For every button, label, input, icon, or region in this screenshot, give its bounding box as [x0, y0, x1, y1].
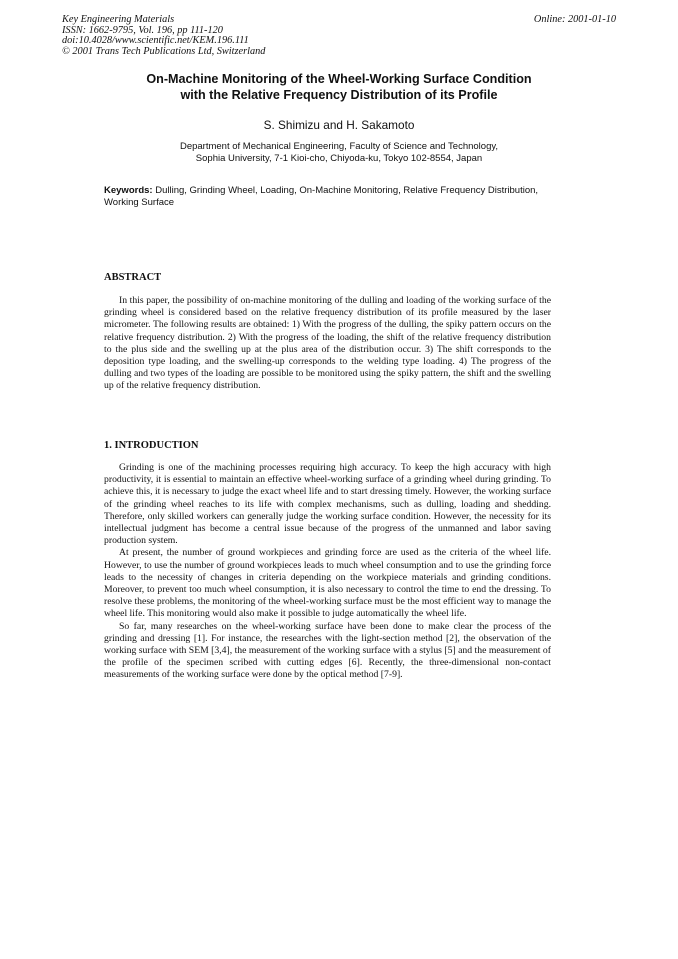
abstract-body: [104, 295, 551, 393]
journal-info: [62, 15, 265, 57]
journal-issn: ISSN: 1662-9795, Vol. 196, pp 111-120: [62, 24, 223, 36]
online-date: Online: 2001-01-10: [533, 14, 616, 25]
journal-doi: doi:10.4028/www.scientific.net/KEM.196.111: [62, 35, 249, 47]
journal-name: Key Engineering Materials: [62, 14, 175, 25]
keywords-list: Dulling, Grinding Wheel, Loading, On-Machine Monitoring, Relative Frequency Distribution, Working Surface: [104, 185, 539, 208]
introduction-heading: 1. INTRODUCTION: [104, 440, 199, 451]
paper-authors: S. Shimizu and H. Sakamoto: [263, 118, 415, 132]
author-affiliation: [62, 141, 616, 165]
paper-title-line-1: On-Machine Monitoring of the Wheel-Working Surface Condition: [146, 72, 532, 86]
introduction-paragraph-2: At present, the number of ground workpieces and grinding force are used as the criteria of the wheel life. However, to use the number of ground workpieces leads to much wheel consumption and to use the grinding force leads to the necessity of changes in criteria depending on the workpiece materials and grinding conditions. Moreover, to prevent too much wheel consumption, it is also necessary to control the time to end the dressing. To resolve these problems, the monitoring of the wheel-working surface must be the most efficient way to manage the wheel life. This monitoring would also make it possible to judge automatically the wheel life.: [104, 547, 551, 620]
journal-copyright: © 2001 Trans Tech Publications Ltd, Switzerland: [62, 45, 266, 57]
affiliation-line-1: Department of Mechanical Engineering, Faculty of Science and Technology,: [179, 141, 499, 152]
affiliation-line-2: Sophia University, 7-1 Kioi-cho, Chiyoda-ku, Tokyo 102-8554, Japan: [195, 153, 483, 164]
introduction-body: [104, 462, 551, 682]
paper-title-line-2: with the Relative Frequency Distribution of its Profile: [180, 87, 498, 102]
keywords-label: Keywords:: [104, 185, 153, 196]
abstract-paragraph: In this paper, the possibility of on-machine monitoring of the dulling and loading of the working surface of the grinding wheel is considered based on the relative frequency distribution of its profile measured by the laser micrometer. The following results are obtained: 1) With the progress of the dulling, the spiky pattern occurs on the relative frequency distribution. 2) With the progress of the loading, the shift of the relative frequency distribution to the plus side and the swelling up at the plus area of the distribution occur. 3) The shift corresponds to the deposition type loading, and the swelling-up corresponds to the welding type loading. 4) The progress of the dulling and two types of the loading are possible to be monitored using the spiky pattern, the shift and the swelling up of the relative frequency distribution.: [104, 295, 551, 392]
paper-title: [62, 72, 616, 103]
abstract-heading: ABSTRACT: [104, 272, 162, 283]
keywords: [104, 185, 574, 209]
introduction-paragraph-1: Grinding is one of the machining processes requiring high accuracy. To keep the high accuracy with high productivity, it is essential to maintain an effective wheel-working surface of a grinding wheel during grinding. To achieve this, it is necessary to judge the exact wheel life and to start dressing timely. However, the working surface of the grinding wheel reaches to its life with complex mechanisms, such as dulling, loading and shedding. Therefore, only skilled workers can generally judge the working surface condition. However, the necessity for its intellectual judgment has become a central issue because of the progress of the unmanned and labor saving production system.: [104, 462, 551, 547]
introduction-paragraph-3: So far, many researches on the wheel-working surface have been done to make clear the process of the grinding and dressing [1]. For instance, the researches with the light-section method [2], the observation of the working surface with SEM [3,4], the measurement of the working surface with a stylus [5] and the measurement of the profile of the specimen scribed with cutting edges [6]. Recently, the three-dimensional non-contact measurements of the working surface were done by the optical method [7-9].: [104, 620, 551, 681]
